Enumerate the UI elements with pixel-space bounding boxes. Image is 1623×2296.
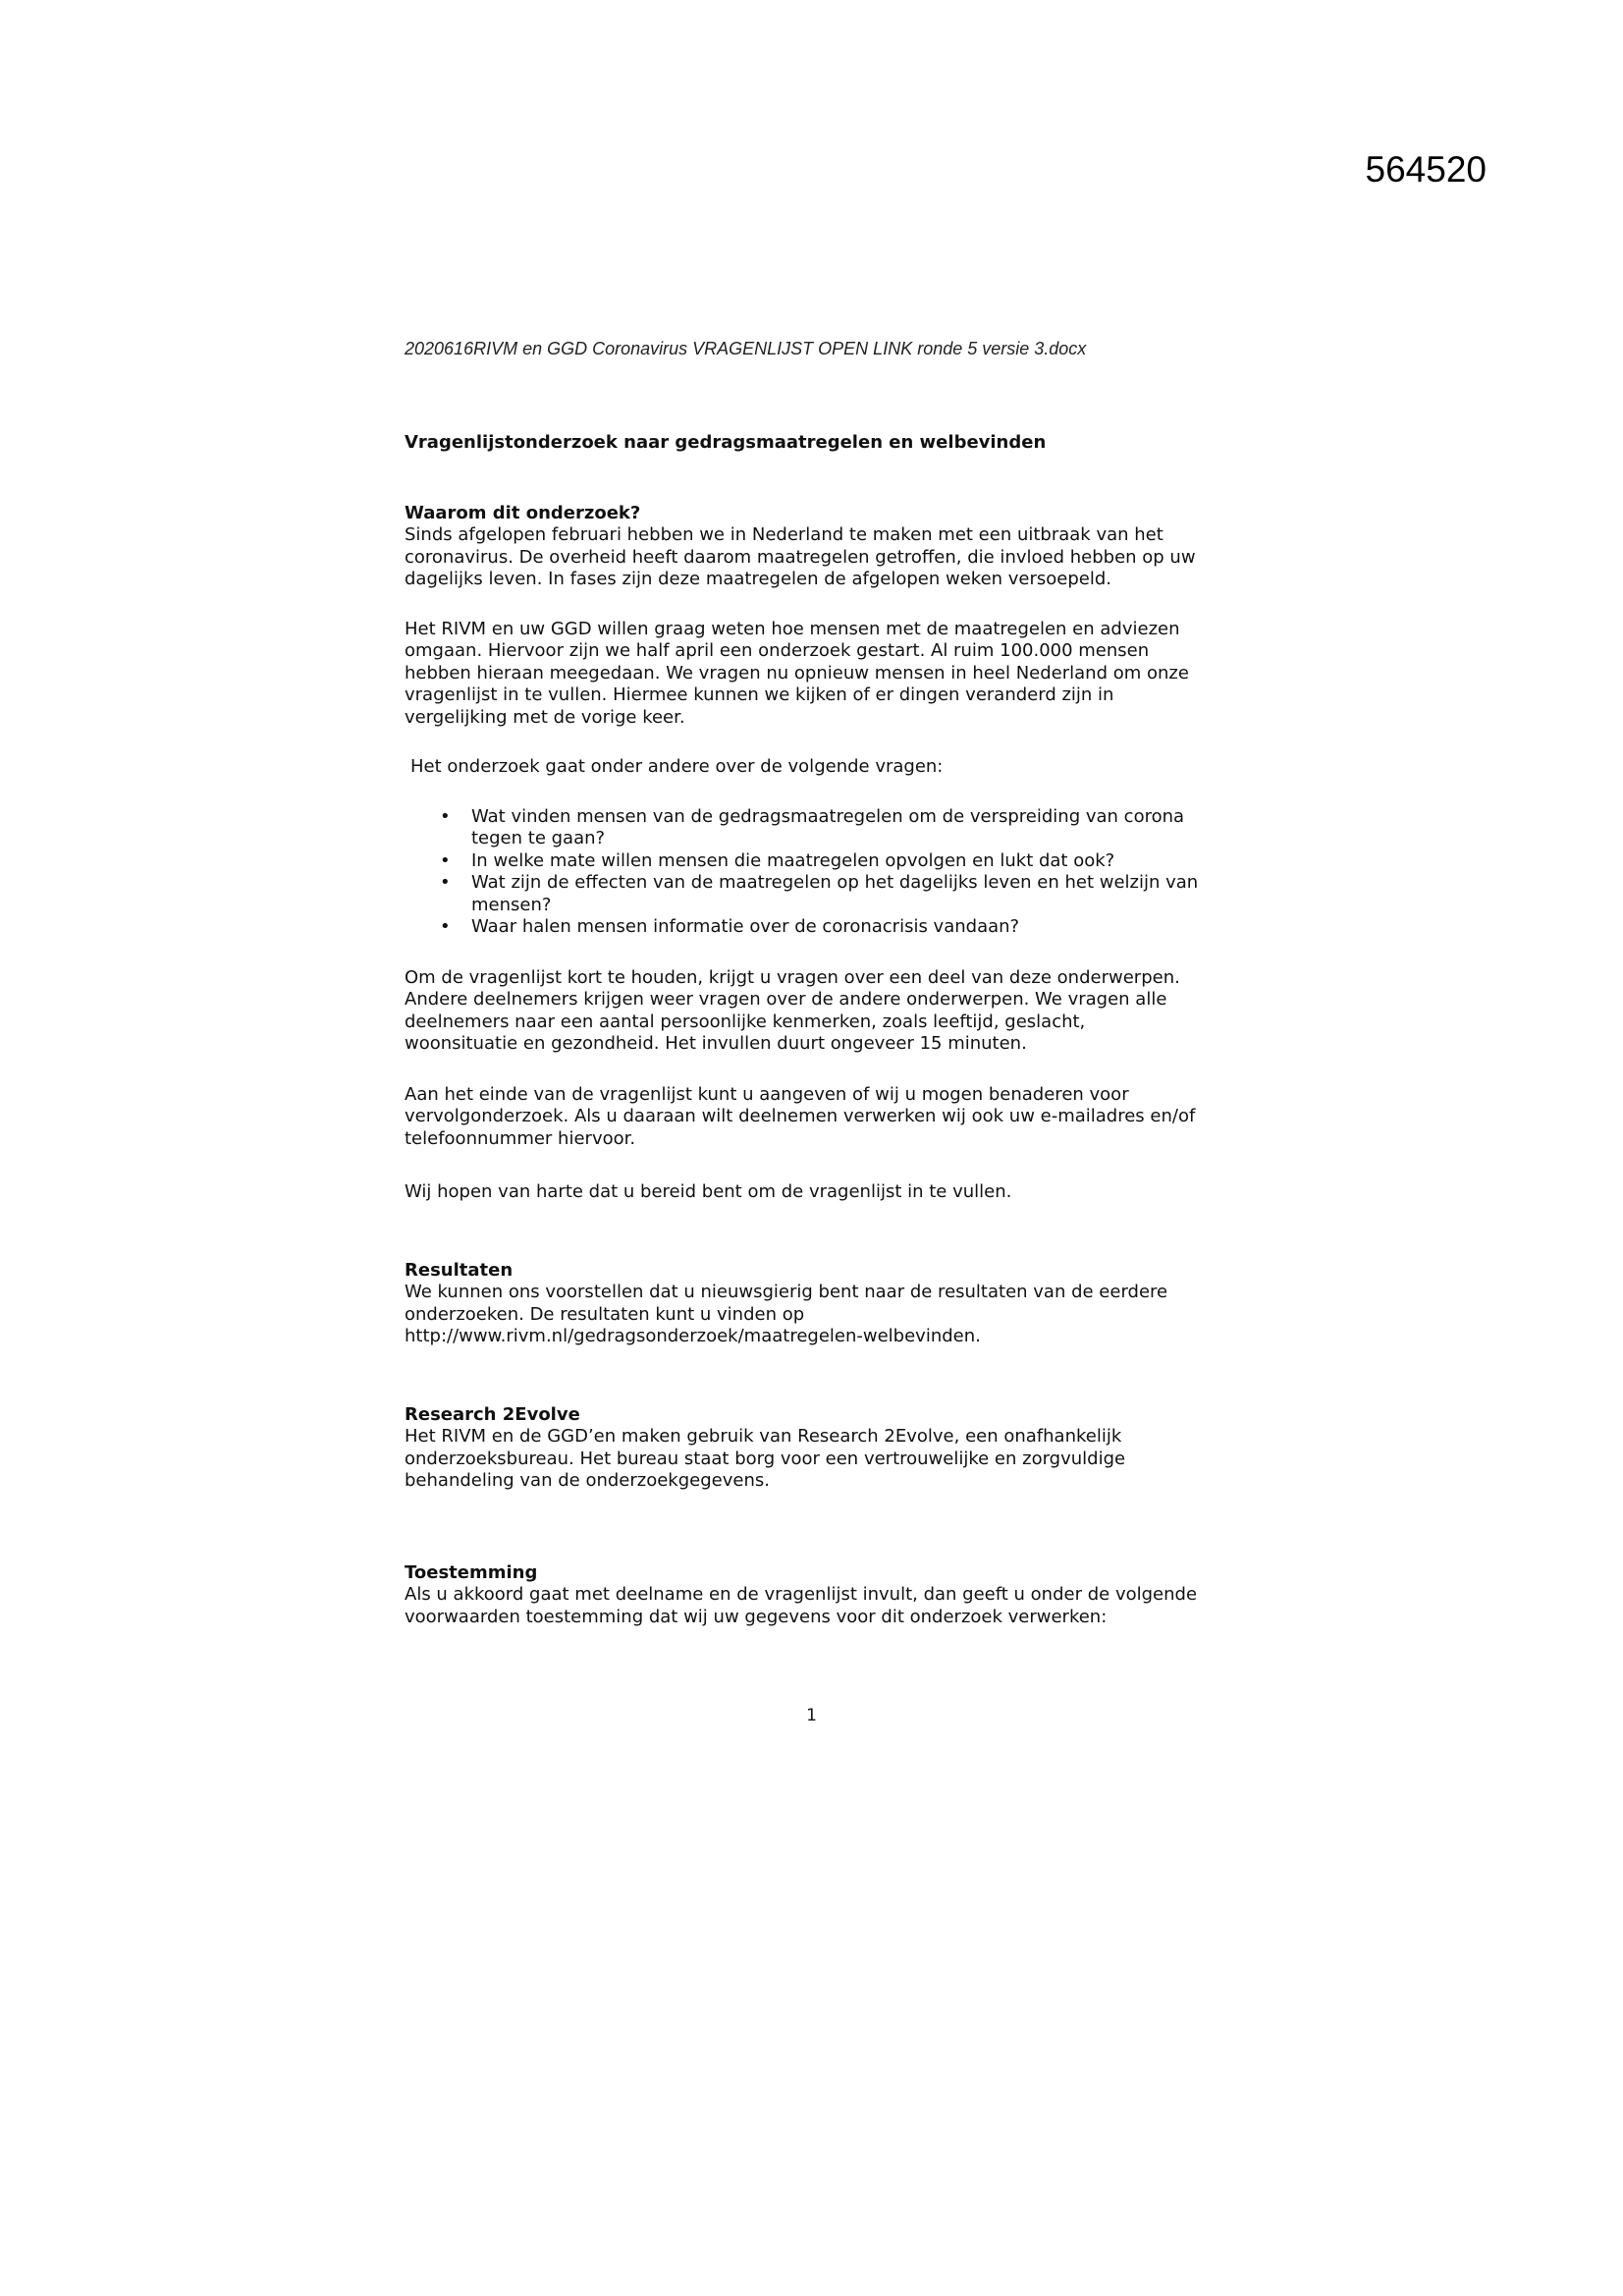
paragraph-background: Sinds afgelopen februari hebben we in Nederland te maken met een uitbraak van het coronavirus. De overheid heeft daarom maatregelen getroffen, die invloed hebben op uw dagelijks leven. In fases zijn deze maatregelen de afgelopen weken versoepeld. — [405, 524, 1196, 589]
paragraph-results: We kunnen ons voorstellen dat u nieuwsgierig bent naar de resultaten van de eerdere onderzoeken. De resultaten kunt u vinden op http://www.rivm.nl/gedragsonderzoek/maatregelen-welbevinden. — [405, 1282, 1168, 1346]
questions-intro: Het onderzoek gaat onder andere over de volgende vragen: — [410, 756, 944, 777]
page-number: 1 — [806, 1706, 817, 1725]
file-name-header: 2020616RIVM en GGD Coronavirus VRAGENLIJST OPEN LINK ronde 5 versie 3.docx — [405, 339, 1087, 358]
section-results — [405, 1260, 1249, 1348]
list-item: • Wat zijn de effecten van de maatregelen op het dagelijks leven en het welzijn van mensen? — [471, 872, 1249, 916]
questions-list — [405, 806, 1249, 939]
paragraph-followup: Aan het einde van de vragenlijst kunt u aangeven of wij u mogen benaderen voor vervolgonderzoek. Als u daaraan wilt deelnemen verwerken wij ook uw e-mailadres en/of telefoonnummer hiervoor. — [405, 1083, 1196, 1149]
section-consent — [405, 1562, 1249, 1629]
document-number: 564520 — [1365, 149, 1487, 190]
list-item: • In welke mate willen mensen die maatregelen opvolgen en lukt dat ook? — [471, 850, 1249, 873]
paragraph-research: Het RIVM en de GGD’en maken gebruik van Research 2Evolve, een onafhankelijk onderzoeksbureau. Het bureau staat borg voor een vertrouwelijke en zorgvuldige behandeling van de onderzoekgegevens. — [405, 1426, 1126, 1491]
section-heading-why: Waarom dit onderzoek? — [405, 502, 641, 523]
document-title: Vragenlijstonderzoek naar gedragsmaatregelen en welbevinden — [405, 432, 1047, 453]
paragraph-closing: Wij hopen van harte dat u bereid bent om de vragenlijst in te vullen. — [405, 1181, 1012, 1202]
paragraph-consent: Als u akkoord gaat met deelname en de vragenlijst invult, dan geeft u onder de volgende voorwaarden toestemming dat wij uw gegevens voor dit onderzoek verwerken: — [405, 1584, 1198, 1627]
list-item: • Waar halen mensen informatie over de coronacrisis vandaan? — [471, 916, 1249, 939]
paragraph-topics: Om de vragenlijst kort te houden, krijgt u vragen over een deel van deze onderwerpen. Andere deelnemers krijgen weer vragen over de andere onderwerpen. We vragen alle deelnemers naar een aantal persoonlijke kenmerken, zoals leeftijd, geslacht, woonsituatie en gezondheid. Het invullen duurt ongeveer 15 minuten. — [405, 966, 1180, 1054]
section-heading-research: Research 2Evolve — [405, 1403, 580, 1425]
section-why — [405, 503, 1249, 1204]
section-research — [405, 1404, 1249, 1493]
document-body — [405, 432, 1249, 1628]
section-heading-consent: Toestemming — [405, 1561, 538, 1583]
list-item: • Wat vinden mensen van de gedragsmaatregelen om de verspreiding van corona tegen te gaan? — [471, 806, 1249, 850]
section-heading-results: Resultaten — [405, 1259, 514, 1281]
paragraph-study: Het RIVM en uw GGD willen graag weten hoe mensen met de maatregelen en adviezen omgaan. Hiervoor zijn we half april een onderzoek gestart. Al ruim 100.000 mensen hebben hieraan meegedaan. We vragen nu opnieuw mensen in heel Nederland om onze vragenlijst in te vullen. Hiermee kunnen we kijken of er dingen veranderd zijn in vergelijking met de vorige keer. — [405, 618, 1189, 728]
